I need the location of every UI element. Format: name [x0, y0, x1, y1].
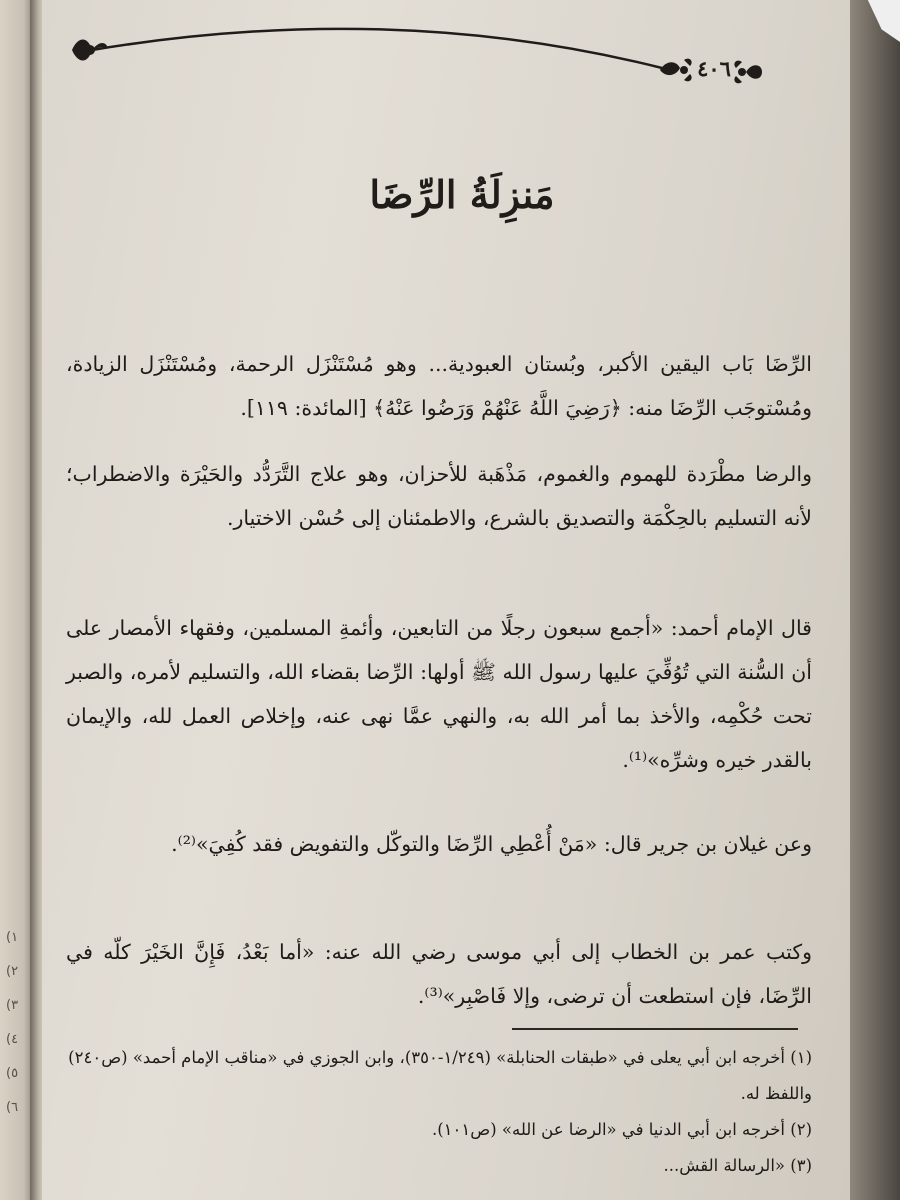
footnote-3: (٣) «الرسالة القش...: [663, 1156, 812, 1175]
footnote-separator: [512, 1028, 798, 1030]
footnote-1: (١) أخرجه ابن أبي يعلى في «طبقات الحنابلة» (١/٢٤٩-٣٥٠)، وابن الجوزي في «مناقب الإمام أحمد» (ص٢٤٠) واللفظ له.: [68, 1048, 812, 1103]
facing-mark: (٥: [6, 1066, 19, 1081]
facing-mark: (٢: [6, 964, 19, 979]
facing-mark: (٤: [6, 1032, 19, 1047]
facing-page-footnote-marks: [6, 930, 26, 1134]
chapter-title: مَنزِلَةُ الرِّضَا: [369, 172, 555, 217]
footnote-2: (٢) أخرجه ابن أبي الدنيا في «الرضا عن الله» (ص١٠١).: [431, 1120, 812, 1139]
floral-scroll-ornament-icon: [62, 10, 762, 90]
paragraph-1: الرِّضَا بَاب اليقين الأكبر، وبُستان العبودية... وهو مُسْتَنْزَل الرحمة، ومُسْتَنْزَل الزيادة، ومُسْتوجَب الرِّضَا منه: ﴿رَضِيَ اللَّهُ عَنْهُمْ وَرَضُوا عَنْهُ﴾ [المائدة: ١١٩].: [66, 352, 812, 420]
facing-mark: (٦: [6, 1100, 19, 1115]
background-edge: [850, 0, 900, 1200]
page-number: ٤٠٦: [697, 56, 731, 81]
page-corner: [854, 0, 900, 42]
paragraph-3: قال الإمام أحمد: «أجمع سبعون رجلًا من التابعين، وأئمةِ المسلمين، وفقهاء الأمصار على أن السُّنة التي تُوُفِّيَ عليها رسول الله ﷺ أولها: الرِّضا بقضاء الله، والتسليم لأمره، والصبر تحت حُكْمِه، والأخذ بما أمر الله به، والنهي عمَّا نهى عنه، وإخلاص العمل لله، والإيمان بالقدر خيره وشرِّه»⁽¹⁾.: [66, 616, 812, 772]
footnotes: [66, 1040, 812, 1184]
paragraph-4: وعن غيلان بن جرير قال: «مَنْ أُعْطِي الرِّضَا والتوكّل والتفويض فقد كُفِيَ»⁽²⁾.: [171, 832, 812, 856]
paragraph-2: والرضا مطْرَدة للهموم والغموم، مَذْهَبة للأحزان، وهو علاج التَّرَدُّد والحَيْرَة والاضطراب؛ لأنه التسليم بالحِكْمَة والتصديق بالشرع، والاطمئنان إلى حُسْن الاختيار.: [66, 462, 812, 530]
facing-mark: (٣: [6, 998, 19, 1013]
facing-page-edge: [0, 0, 34, 1200]
facing-mark: (١: [6, 930, 19, 945]
paragraph-5: وكتب عمر بن الخطاب إلى أبي موسى رضي الله عنه: «أما بَعْدُ، فَإِنَّ الخَيْرَ كلّه في الرِّضَا، فإن استطعت أن ترضى، وإلا فَاصْبِر»⁽³⁾.: [66, 940, 812, 1008]
book-page: [42, 0, 850, 1200]
